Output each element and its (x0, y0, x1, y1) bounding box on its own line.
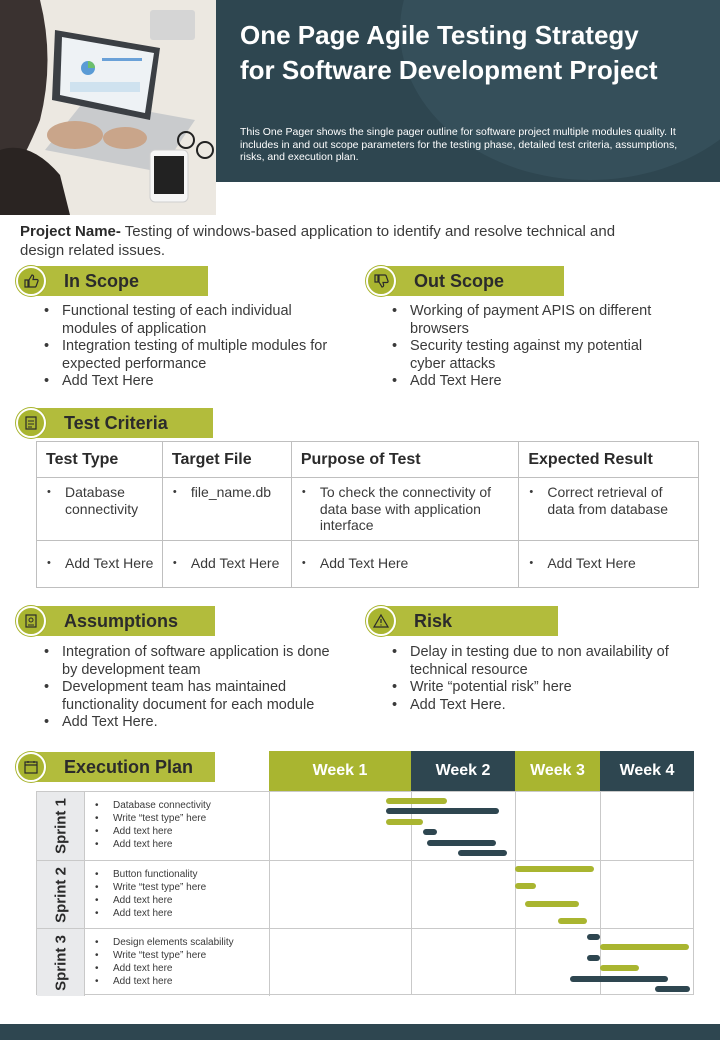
risk-title: Risk (414, 611, 453, 631)
week-4-header: Week 4 (600, 751, 694, 791)
project-label: Project Name- (20, 223, 121, 240)
thumbs-down-icon (366, 266, 396, 296)
task-item: • Write “test type” here (85, 949, 269, 962)
gantt-bar (587, 934, 600, 940)
laptop-photo (0, 0, 216, 215)
gantt-bar (458, 850, 507, 856)
test-criteria-table (36, 441, 699, 588)
gantt-bar (515, 883, 536, 889)
list-item: • Working of payment APIS on different browsers (388, 303, 678, 338)
out-scope-title: Out Scope (414, 271, 505, 291)
table-header: Expected Result (519, 442, 699, 478)
gantt-bar (600, 944, 689, 950)
table-row (37, 540, 699, 587)
week-1-header: Week 1 (269, 751, 411, 791)
table-cell: • Add Text Here (171, 555, 283, 572)
table-header: Target File (162, 442, 291, 478)
checklist-icon (16, 408, 46, 438)
thumbs-up-icon (16, 266, 46, 296)
in-scope-header (16, 266, 208, 296)
footer-bar (0, 1024, 720, 1040)
gantt-bar (655, 986, 691, 992)
task-item: • Write “test type” here (85, 812, 269, 825)
test-criteria-header (16, 408, 216, 438)
document-icon (16, 606, 46, 636)
list-item: • Integration testing of multiple modules for expected performance (40, 338, 330, 373)
sprint-row (37, 792, 693, 860)
execution-plan-grid (36, 791, 694, 995)
task-item: • Add text here (85, 838, 269, 851)
sprint-label: Sprint 1 (52, 798, 69, 854)
gantt-bar (525, 901, 579, 907)
gantt-bar (386, 819, 424, 825)
assumptions-title: Assumptions (64, 611, 179, 631)
task-item: • Add text here (85, 825, 269, 838)
list-item: • Add Text Here (388, 373, 678, 391)
table-row (37, 478, 699, 541)
gantt-bar (386, 808, 500, 814)
gantt-bar (386, 798, 448, 804)
execution-plan-header (16, 752, 216, 782)
task-item: • Button functionality (85, 868, 269, 881)
table-header: Purpose of Test (291, 442, 518, 478)
task-item: • Add text here (85, 907, 269, 920)
list-item: • Functional testing of each individual modules of application (40, 303, 330, 338)
in-scope-title: In Scope (64, 271, 140, 291)
out-scope-header (366, 266, 566, 296)
table-header-row (37, 442, 699, 478)
warning-icon (366, 606, 396, 636)
week-divider (600, 792, 601, 994)
in-scope-list (40, 303, 330, 391)
table-cell: • Add Text Here (300, 555, 510, 572)
gantt-bar (587, 955, 600, 961)
table-cell: • Database connectivity (45, 484, 154, 517)
task-item: • Design elements scalability (85, 936, 269, 949)
test-criteria-title: Test Criteria (64, 413, 168, 433)
risk-header (366, 606, 558, 636)
sprint-label: Sprint 2 (52, 866, 69, 923)
table-cell: • file_name.db (171, 484, 283, 501)
task-item: • Add text here (85, 894, 269, 907)
week-2-header: Week 2 (411, 751, 515, 791)
gantt-bar (515, 866, 594, 872)
risk-list (388, 644, 678, 714)
page-header (0, 0, 720, 215)
gantt-bar (570, 976, 667, 982)
task-item: • Add text here (85, 975, 269, 988)
list-item: • Security testing against my potential cyber attacks (388, 338, 678, 373)
week-3-header: Week 3 (515, 751, 600, 791)
sprint-row (37, 860, 693, 928)
list-item: • Add Text Here (40, 373, 330, 391)
table-cell: • To check the connectivity of data base with application interface (300, 484, 510, 534)
gantt-bar (558, 918, 588, 924)
task-item: • Write “test type” here (85, 881, 269, 894)
list-item: • Add Text Here. (40, 714, 345, 732)
calendar-icon (16, 752, 46, 782)
table-cell: • Add Text Here (45, 555, 154, 572)
list-item: • Integration of software application is done by development team (40, 644, 345, 679)
out-scope-list (388, 303, 678, 391)
week-divider (515, 792, 516, 994)
gantt-bar (427, 840, 497, 846)
table-cell: • Add Text Here (527, 555, 690, 572)
list-item: • Development team has maintained functionality document for each module (40, 679, 345, 714)
assumptions-list (40, 644, 345, 732)
sprint-label: Sprint 3 (52, 934, 69, 991)
page-title: One Page Agile Testing Strategy for Software Development Project (240, 20, 658, 85)
project-name (20, 222, 660, 260)
assumptions-header (16, 606, 216, 636)
gantt-bar (423, 829, 437, 835)
project-text: Testing of windows-based application to identify and resolve technical and design related issues. (20, 223, 616, 259)
list-item: • Write “potential risk” here (388, 679, 678, 697)
gantt-bar (600, 965, 639, 971)
task-item: • Add text here (85, 962, 269, 975)
page-description: This One Pager shows the single pager outline for software project multiple modules quality. It includes in and out scope parameters for the testing phase, detailed test criteria, assumptions, risks, and execution plan. (240, 126, 678, 163)
table-header: Test Type (37, 442, 163, 478)
execution-plan-title: Execution Plan (64, 757, 194, 777)
task-item: • Database connectivity (85, 799, 269, 812)
table-cell: • Correct retrieval of data from database (527, 484, 690, 517)
list-item: • Delay in testing due to non availability of technical resource (388, 644, 678, 679)
list-item: • Add Text Here. (388, 697, 678, 715)
